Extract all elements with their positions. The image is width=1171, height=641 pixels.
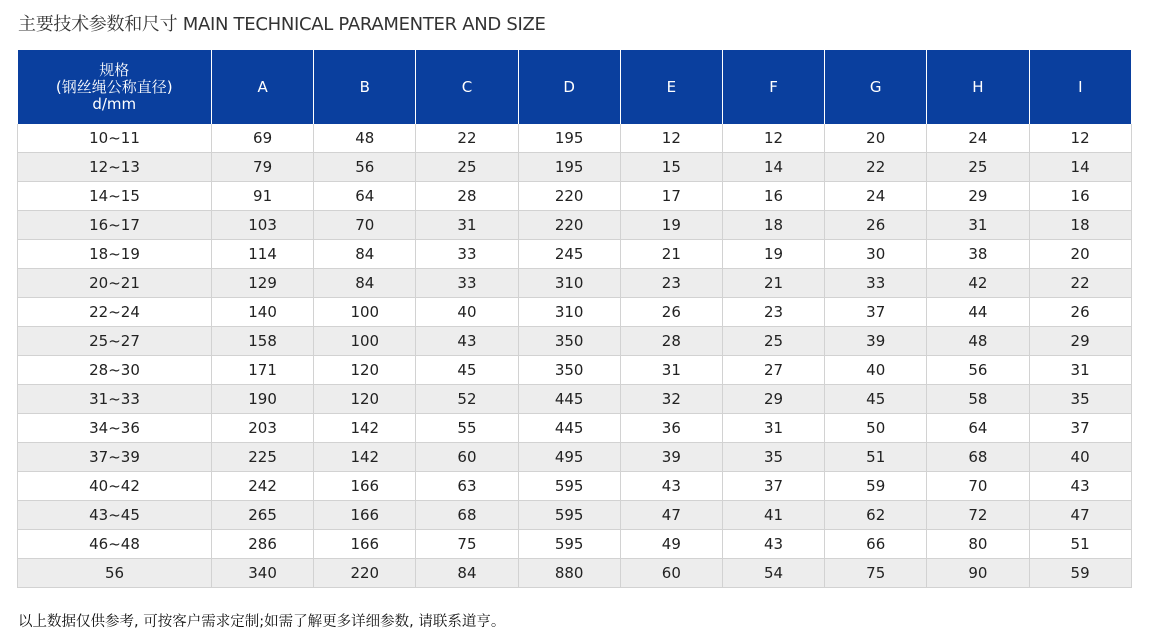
value-cell: 595: [518, 501, 620, 530]
value-cell: 265: [212, 501, 314, 530]
page-title: 主要技术参数和尺寸 MAIN TECHNICAL PARAMENTER AND SIZE: [18, 14, 546, 35]
table-row: [18, 443, 1132, 472]
value-cell: 70: [314, 211, 416, 240]
value-cell: 22: [825, 153, 927, 182]
value-cell: 103: [212, 211, 314, 240]
value-cell: 64: [314, 182, 416, 211]
table-row: [18, 414, 1132, 443]
value-cell: 59: [1029, 559, 1131, 588]
value-cell: 350: [518, 327, 620, 356]
value-cell: 16: [722, 182, 824, 211]
value-cell: 595: [518, 472, 620, 501]
value-cell: 37: [1029, 414, 1131, 443]
value-cell: 31: [927, 211, 1029, 240]
value-cell: 69: [212, 124, 314, 153]
column-header: H: [927, 50, 1029, 124]
value-cell: 340: [212, 559, 314, 588]
value-cell: 100: [314, 327, 416, 356]
value-cell: 195: [518, 124, 620, 153]
value-cell: 26: [825, 211, 927, 240]
value-cell: 30: [825, 240, 927, 269]
value-cell: 18: [722, 211, 824, 240]
spec-header-line: d/mm: [92, 94, 137, 113]
value-cell: 22: [1029, 269, 1131, 298]
value-cell: 68: [927, 443, 1029, 472]
value-cell: 220: [314, 559, 416, 588]
spec-column-header: [18, 50, 212, 124]
value-cell: 171: [212, 356, 314, 385]
value-cell: 43: [722, 530, 824, 559]
value-cell: 66: [825, 530, 927, 559]
table-row: [18, 269, 1132, 298]
value-cell: 75: [825, 559, 927, 588]
value-cell: 12: [722, 124, 824, 153]
value-cell: 29: [927, 182, 1029, 211]
table-row: [18, 530, 1132, 559]
spec-cell: 12~13: [18, 153, 212, 182]
column-header: A: [212, 50, 314, 124]
table-row: [18, 501, 1132, 530]
spec-cell: 22~24: [18, 298, 212, 327]
value-cell: 91: [212, 182, 314, 211]
value-cell: 50: [825, 414, 927, 443]
value-cell: 19: [722, 240, 824, 269]
spec-cell: 16~17: [18, 211, 212, 240]
value-cell: 45: [416, 356, 518, 385]
value-cell: 79: [212, 153, 314, 182]
column-header: D: [518, 50, 620, 124]
value-cell: 40: [1029, 443, 1131, 472]
value-cell: 26: [620, 298, 722, 327]
value-cell: 33: [416, 240, 518, 269]
value-cell: 225: [212, 443, 314, 472]
spec-cell: 40~42: [18, 472, 212, 501]
value-cell: 190: [212, 385, 314, 414]
value-cell: 25: [416, 153, 518, 182]
value-cell: 142: [314, 443, 416, 472]
value-cell: 16: [1029, 182, 1131, 211]
value-cell: 62: [825, 501, 927, 530]
value-cell: 35: [722, 443, 824, 472]
value-cell: 28: [416, 182, 518, 211]
value-cell: 51: [1029, 530, 1131, 559]
value-cell: 52: [416, 385, 518, 414]
value-cell: 25: [722, 327, 824, 356]
value-cell: 42: [927, 269, 1029, 298]
table-row: [18, 385, 1132, 414]
value-cell: 51: [825, 443, 927, 472]
value-cell: 84: [314, 269, 416, 298]
value-cell: 595: [518, 530, 620, 559]
table-row: [18, 211, 1132, 240]
value-cell: 40: [416, 298, 518, 327]
value-cell: 310: [518, 269, 620, 298]
spec-cell: 56: [18, 559, 212, 588]
value-cell: 24: [825, 182, 927, 211]
value-cell: 100: [314, 298, 416, 327]
spec-cell: 43~45: [18, 501, 212, 530]
value-cell: 18: [1029, 211, 1131, 240]
value-cell: 31: [416, 211, 518, 240]
value-cell: 158: [212, 327, 314, 356]
spec-cell: 46~48: [18, 530, 212, 559]
value-cell: 12: [1029, 124, 1131, 153]
value-cell: 40: [825, 356, 927, 385]
column-header: F: [722, 50, 824, 124]
table-row: [18, 153, 1132, 182]
value-cell: 48: [927, 327, 1029, 356]
value-cell: 36: [620, 414, 722, 443]
value-cell: 29: [722, 385, 824, 414]
value-cell: 59: [825, 472, 927, 501]
value-cell: 220: [518, 211, 620, 240]
value-cell: 63: [416, 472, 518, 501]
spec-header-line: 规格: [99, 60, 130, 79]
spec-header-line: (钢丝绳公称直径): [55, 77, 173, 96]
value-cell: 25: [927, 153, 1029, 182]
value-cell: 41: [722, 501, 824, 530]
value-cell: 20: [825, 124, 927, 153]
value-cell: 56: [314, 153, 416, 182]
value-cell: 310: [518, 298, 620, 327]
value-cell: 64: [927, 414, 1029, 443]
spec-cell: 10~11: [18, 124, 212, 153]
value-cell: 166: [314, 472, 416, 501]
value-cell: 80: [927, 530, 1029, 559]
value-cell: 84: [314, 240, 416, 269]
value-cell: 31: [1029, 356, 1131, 385]
value-cell: 45: [825, 385, 927, 414]
column-header: C: [416, 50, 518, 124]
value-cell: 38: [927, 240, 1029, 269]
table-row: [18, 182, 1132, 211]
column-header: E: [620, 50, 722, 124]
value-cell: 54: [722, 559, 824, 588]
technical-parameter-table: [17, 50, 1132, 588]
value-cell: 68: [416, 501, 518, 530]
value-cell: 75: [416, 530, 518, 559]
spec-cell: 14~15: [18, 182, 212, 211]
spec-cell: 28~30: [18, 356, 212, 385]
table-row: [18, 327, 1132, 356]
value-cell: 195: [518, 153, 620, 182]
value-cell: 24: [927, 124, 1029, 153]
spec-cell: 20~21: [18, 269, 212, 298]
value-cell: 32: [620, 385, 722, 414]
value-cell: 17: [620, 182, 722, 211]
value-cell: 142: [314, 414, 416, 443]
value-cell: 880: [518, 559, 620, 588]
spec-cell: 31~33: [18, 385, 212, 414]
column-header: G: [825, 50, 927, 124]
value-cell: 39: [620, 443, 722, 472]
spec-cell: 25~27: [18, 327, 212, 356]
value-cell: 242: [212, 472, 314, 501]
value-cell: 84: [416, 559, 518, 588]
value-cell: 39: [825, 327, 927, 356]
value-cell: 23: [722, 298, 824, 327]
value-cell: 72: [927, 501, 1029, 530]
value-cell: 166: [314, 530, 416, 559]
value-cell: 60: [620, 559, 722, 588]
value-cell: 19: [620, 211, 722, 240]
value-cell: 23: [620, 269, 722, 298]
value-cell: 350: [518, 356, 620, 385]
footnote: 以上数据仅供参考, 可按客户需求定制;如需了解更多详细参数, 请联系道亨。: [18, 614, 506, 630]
value-cell: 114: [212, 240, 314, 269]
value-cell: 37: [722, 472, 824, 501]
value-cell: 12: [620, 124, 722, 153]
value-cell: 245: [518, 240, 620, 269]
value-cell: 15: [620, 153, 722, 182]
spec-cell: 37~39: [18, 443, 212, 472]
value-cell: 140: [212, 298, 314, 327]
value-cell: 120: [314, 356, 416, 385]
column-header: B: [314, 50, 416, 124]
value-cell: 220: [518, 182, 620, 211]
value-cell: 203: [212, 414, 314, 443]
value-cell: 445: [518, 414, 620, 443]
value-cell: 166: [314, 501, 416, 530]
table-body: [18, 124, 1132, 588]
value-cell: 286: [212, 530, 314, 559]
table-row: [18, 559, 1132, 588]
value-cell: 48: [314, 124, 416, 153]
value-cell: 445: [518, 385, 620, 414]
value-cell: 55: [416, 414, 518, 443]
value-cell: 22: [416, 124, 518, 153]
value-cell: 90: [927, 559, 1029, 588]
value-cell: 31: [722, 414, 824, 443]
table-header-row: [18, 50, 1132, 124]
spec-cell: 18~19: [18, 240, 212, 269]
table-row: [18, 240, 1132, 269]
value-cell: 47: [620, 501, 722, 530]
table-row: [18, 298, 1132, 327]
value-cell: 495: [518, 443, 620, 472]
value-cell: 35: [1029, 385, 1131, 414]
spec-cell: 34~36: [18, 414, 212, 443]
value-cell: 44: [927, 298, 1029, 327]
table-row: [18, 472, 1132, 501]
value-cell: 33: [416, 269, 518, 298]
value-cell: 70: [927, 472, 1029, 501]
value-cell: 29: [1029, 327, 1131, 356]
value-cell: 26: [1029, 298, 1131, 327]
value-cell: 43: [416, 327, 518, 356]
value-cell: 14: [1029, 153, 1131, 182]
value-cell: 120: [314, 385, 416, 414]
value-cell: 58: [927, 385, 1029, 414]
value-cell: 129: [212, 269, 314, 298]
table-row: [18, 124, 1132, 153]
value-cell: 20: [1029, 240, 1131, 269]
value-cell: 27: [722, 356, 824, 385]
value-cell: 60: [416, 443, 518, 472]
value-cell: 31: [620, 356, 722, 385]
value-cell: 49: [620, 530, 722, 559]
column-header: I: [1029, 50, 1131, 124]
value-cell: 21: [620, 240, 722, 269]
value-cell: 43: [1029, 472, 1131, 501]
value-cell: 28: [620, 327, 722, 356]
value-cell: 47: [1029, 501, 1131, 530]
table-row: [18, 356, 1132, 385]
value-cell: 56: [927, 356, 1029, 385]
value-cell: 37: [825, 298, 927, 327]
value-cell: 43: [620, 472, 722, 501]
value-cell: 21: [722, 269, 824, 298]
value-cell: 33: [825, 269, 927, 298]
value-cell: 14: [722, 153, 824, 182]
